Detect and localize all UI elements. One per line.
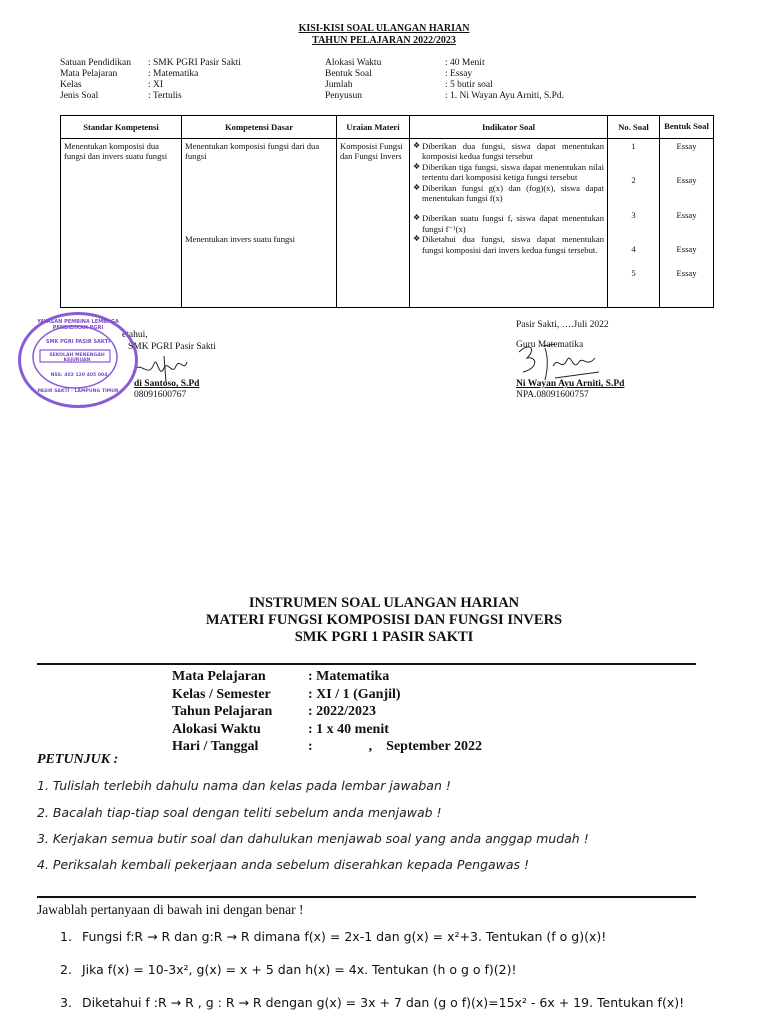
indikator-text: Diberikan tiga fungsi, siswa dapat menentukan nilai tertentu dari komposisi ketiga fungsi tersebut bbox=[422, 161, 604, 183]
sig-right-place-date: Pasir Sakti, ….Juli 2022 bbox=[516, 320, 609, 330]
info-label: Tahun Pelajaran bbox=[172, 704, 273, 719]
uraian-materi: Komposisi Fungsi dan Fungsi Invers bbox=[337, 139, 410, 308]
header-divider bbox=[37, 663, 696, 665]
info-label: Kelas / Semester bbox=[172, 686, 271, 702]
bullet-icon: ❖ bbox=[413, 161, 421, 171]
stamp-banner: SEKOLAH MENENGAH KEJURUAN bbox=[49, 353, 105, 363]
meta-label: Satuan Pendidikan bbox=[60, 58, 131, 68]
bullet-icon: ❖ bbox=[413, 213, 421, 223]
no-soal: 2 bbox=[631, 175, 636, 186]
info-value: : 2022/2023 bbox=[308, 704, 377, 719]
meta-label: Alokasi Waktu bbox=[325, 58, 382, 68]
bentuk-soal: Essay bbox=[676, 141, 697, 151]
kisi-title: KISI-KISI SOAL ULANGAN HARIAN bbox=[298, 23, 470, 34]
meta-value: : SMK PGRI Pasir Sakti bbox=[148, 58, 241, 68]
meta-value: : 40 Menit bbox=[445, 58, 485, 68]
info-label: Hari / Tanggal bbox=[172, 739, 259, 754]
info-value: : , September 2022 bbox=[308, 739, 482, 754]
stamp-inner-top: SMK PGRI PASIR SAKTI bbox=[45, 339, 111, 345]
info-label: Mata Pelajaran bbox=[172, 669, 266, 684]
meta-left bbox=[60, 58, 241, 102]
indikator-text: Diketahui dua fungsi, siswa dapat menentukan fungsi komposisi dari invers kedua fungsi tersebut. bbox=[422, 234, 604, 255]
stamp-nss: NSS: 402 120 405 004 bbox=[50, 373, 108, 378]
sig-left-line2: SMK PGRI Pasir Sakti bbox=[128, 342, 216, 352]
question-text: Diketahui f :R → R , g : R → R dengan g(x) = 3x + 7 dan (g o f)(x)=15x² - 6x + 19. Tentukan f(x)! bbox=[82, 995, 685, 1010]
question-number: 3. bbox=[60, 995, 72, 1010]
col-header: Indikator Soal bbox=[410, 116, 608, 139]
petunjuk-item: 4. Periksalah kembali pekerjaan anda sebelum diserahkan kepada Pengawas ! bbox=[37, 857, 530, 872]
question-number: 1. bbox=[60, 929, 72, 944]
table-row bbox=[61, 139, 714, 308]
indikator-item bbox=[413, 213, 604, 234]
info-label: Alokasi Waktu bbox=[172, 721, 261, 737]
col-header: Kompetensi Dasar bbox=[182, 116, 337, 139]
kompetensi-dasar-2: Menentukan invers suatu fungsi bbox=[185, 233, 296, 244]
bentuk-soal-cell bbox=[660, 139, 714, 308]
meta-value: : XI bbox=[148, 80, 164, 90]
school-stamp bbox=[18, 312, 138, 408]
kompetensi-dasar-1: Menentukan komposisi fungsi dari dua fungsi bbox=[185, 141, 320, 162]
indikator-text: Diberikan dua fungsi, siswa dapat menentukan komposisi kedua fungsi tersebut bbox=[422, 141, 604, 162]
kisi-year: TAHUN PELAJARAN 2022/2023 bbox=[312, 35, 456, 46]
sig-left-name: di Santoso, S.Pd bbox=[134, 379, 200, 389]
indikator-text: Diberikan fungsi g(x) dan (fog)(x), siswa dapat menentukan fungsi f(x) bbox=[422, 182, 604, 204]
indikator-item bbox=[413, 141, 604, 162]
bullet-icon: ❖ bbox=[413, 182, 421, 192]
question-text: Fungsi f:R → R dan g:R → R dimana f(x) = 2x-1 dan g(x) = x²+3. Tentukan (f o g)(x)! bbox=[82, 929, 607, 944]
signature-scribble-icon bbox=[130, 350, 190, 388]
bentuk-soal: Essay bbox=[676, 175, 697, 186]
indikator-item bbox=[413, 183, 604, 204]
col-header: No. Soal bbox=[608, 116, 660, 139]
question-text: Jika f(x) = 10-3x², g(x) = x + 5 dan h(x) = 4x. Tentukan (h o g o f)(2)! bbox=[82, 962, 517, 977]
bentuk-soal: Essay bbox=[676, 244, 697, 255]
sig-left-line1: etahui, bbox=[122, 330, 148, 340]
no-soal-cell bbox=[608, 139, 660, 308]
signature-scribble-icon bbox=[515, 338, 605, 390]
no-soal: 4 bbox=[631, 244, 636, 255]
stamp-bottom: PASIR SAKTI - LAMPUNG TIMUR bbox=[37, 389, 119, 394]
bentuk-soal: Essay bbox=[676, 267, 697, 278]
petunjuk-item: 3. Kerjakan semua butir soal dan dahulukan menjawab soal yang anda anggap mudah ! bbox=[37, 831, 589, 846]
bullet-icon: ❖ bbox=[413, 141, 421, 150]
info-value: : 1 x 40 menit bbox=[308, 721, 389, 737]
bentuk-soal: Essay bbox=[676, 209, 697, 220]
sig-right-role: Guru Matematika bbox=[516, 340, 584, 350]
no-soal: 1 bbox=[631, 141, 636, 151]
kisi-table bbox=[60, 115, 714, 308]
meta-value: : Essay bbox=[445, 69, 473, 79]
col-header: Uraian Materi bbox=[337, 116, 410, 139]
instrumen-title-2: MATERI FUNGSI KOMPOSISI DAN FUNGSI INVERS bbox=[205, 612, 563, 628]
table-header-row bbox=[61, 116, 714, 139]
kompetensi-dasar-cell bbox=[182, 139, 337, 308]
info-block bbox=[172, 668, 482, 756]
question-item bbox=[60, 962, 516, 977]
meta-value: : Tertulis bbox=[148, 91, 182, 101]
meta-label: Bentuk Soal bbox=[325, 69, 372, 79]
petunjuk-divider bbox=[37, 896, 696, 898]
info-value: : Matematika bbox=[308, 669, 390, 684]
col-header: Bentuk Soal bbox=[660, 116, 714, 139]
petunjuk-title: PETUNJUK : bbox=[37, 752, 119, 767]
instrumen-title-1: INSTRUMEN SOAL ULANGAN HARIAN bbox=[248, 595, 520, 611]
soal-intro: Jawablah pertanyaan di bawah ini dengan benar ! bbox=[37, 902, 304, 917]
question-number: 2. bbox=[60, 962, 72, 977]
meta-label: Jenis Soal bbox=[60, 91, 99, 101]
question-item bbox=[60, 929, 606, 944]
petunjuk-item: 2. Bacalah tiap-tiap soal dengan teliti sebelum anda menjawab ! bbox=[37, 805, 442, 820]
instrumen-title-3: SMK PGRI 1 PASIR SAKTI bbox=[294, 629, 474, 645]
no-soal: 3 bbox=[631, 209, 636, 220]
bullet-icon: ❖ bbox=[413, 234, 421, 244]
petunjuk-item: 1. Tulislah terlebih dahulu nama dan kelas pada lembar jawaban ! bbox=[37, 778, 451, 793]
info-value: : XI / 1 (Ganjil) bbox=[308, 686, 401, 702]
meta-right bbox=[325, 58, 564, 102]
meta-value: : Matematika bbox=[148, 69, 199, 79]
indikator-item bbox=[413, 162, 604, 183]
no-soal: 5 bbox=[631, 267, 636, 278]
indikator-cell bbox=[410, 139, 608, 308]
sig-right-npa: NPA.08091600757 bbox=[516, 390, 589, 400]
sig-left-npa: 08091600767 bbox=[134, 390, 187, 400]
meta-label: Penyusun bbox=[325, 91, 362, 101]
meta-value: : 1. Ni Wayan Ayu Arniti, S.Pd. bbox=[445, 91, 565, 101]
meta-label: Jumlah bbox=[325, 80, 353, 90]
sig-right-name: Ni Wayan Ayu Arniti, S.Pd bbox=[516, 379, 625, 389]
col-header: Standar Kompetensi bbox=[61, 116, 182, 139]
meta-label: Mata Pelajaran bbox=[60, 69, 118, 79]
standar-kompetensi: Menentukan komposisi dua fungsi dan invers suatu fungsi bbox=[61, 139, 182, 308]
meta-value: : 5 butir soal bbox=[445, 80, 493, 90]
question-item bbox=[60, 995, 684, 1010]
stamp-ring-text: YAYASAN PEMBINA LEMBAGA PENDIDIKAN PGRI bbox=[37, 319, 119, 331]
indikator-text: Diberikan suatu fungsi f, siswa dapat menentukan fungsi f⁻¹(x) bbox=[422, 213, 604, 234]
meta-label: Kelas bbox=[60, 80, 82, 90]
indikator-item bbox=[413, 234, 604, 255]
